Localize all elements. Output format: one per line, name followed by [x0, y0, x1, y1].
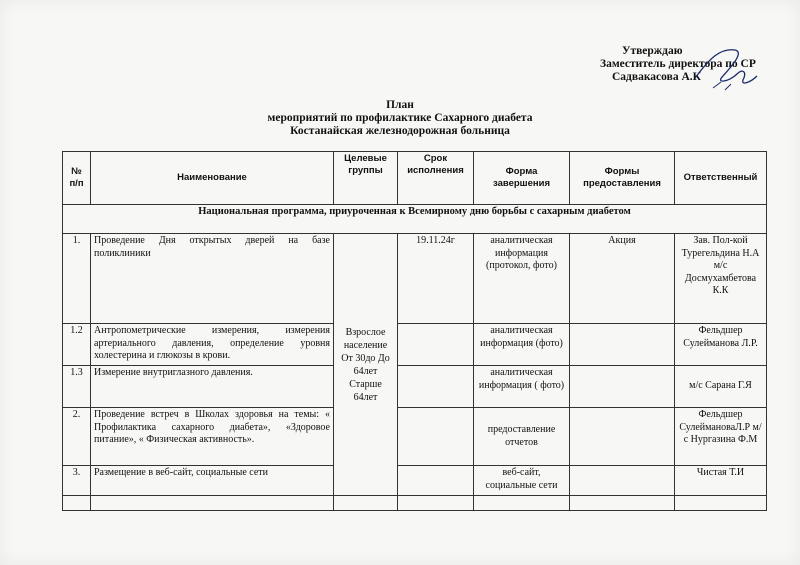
- row-presentation: [570, 366, 675, 408]
- row-name: Антропометрические измерения, измерения артериального давления, определение уровня холестерина и глюкозы в крови.: [91, 324, 334, 366]
- row-presentation: [570, 408, 675, 466]
- events-table: [62, 151, 767, 511]
- header-deadline: Срок исполнения: [398, 152, 474, 205]
- table-continuation-row: [63, 496, 767, 511]
- approval-title: Утверждаю: [622, 45, 683, 57]
- table-row: [63, 366, 767, 408]
- row-num: 1.3: [63, 366, 91, 408]
- empty-cell: [398, 496, 474, 511]
- document-title: [0, 99, 800, 138]
- header-responsible: Ответственный: [675, 152, 767, 205]
- header-target: Целевые группы: [334, 152, 398, 205]
- row-deadline: [398, 408, 474, 466]
- row-presentation: Акция: [570, 234, 675, 324]
- row-num: 1.2: [63, 324, 91, 366]
- row-completion: аналитическая информация (фото): [474, 324, 570, 366]
- empty-cell: [91, 496, 334, 511]
- empty-cell: [334, 496, 398, 511]
- row-name: Проведение Дня открытых дверей на базе поликлиники: [91, 234, 334, 324]
- header-row: [63, 152, 767, 205]
- row-presentation: [570, 324, 675, 366]
- row-num: 2.: [63, 408, 91, 466]
- row-name: Проведение встреч в Школах здоровья на темы: « Профилактика сахарного диабета», «Здоровое питание», « Физическая активность».: [91, 408, 334, 466]
- row-completion: предоставление отчетов: [474, 408, 570, 466]
- row-responsible: Чистая Т.И: [675, 466, 767, 496]
- row-name: Размещение в веб-сайт, социальные сети: [91, 466, 334, 496]
- row-num: 1.: [63, 234, 91, 324]
- table-row: [63, 324, 767, 366]
- row-responsible: м/с Сарана Г.Я: [675, 366, 767, 408]
- header-presentation: Формы предоставления: [570, 152, 675, 205]
- approval-position: Заместитель директора по СР: [600, 58, 756, 70]
- row-responsible: Фельдшер СулеймановаЛ.Р м/с Нургазина Ф.М: [675, 408, 767, 466]
- empty-cell: [63, 496, 91, 511]
- row-completion: веб-сайт, социальные сети: [474, 466, 570, 496]
- section-row: [63, 205, 767, 234]
- row-responsible: Зав. Пол-кой Турегельдина Н.А м/с Досмухамбетова К.К: [675, 234, 767, 324]
- row-completion: аналитическая информация (протокол, фото): [474, 234, 570, 324]
- handwritten-signature: [685, 38, 765, 98]
- header-name: Наименование: [91, 152, 334, 205]
- title-subject: мероприятий по профилактике Сахарного диабета: [267, 112, 533, 124]
- row-deadline: [398, 324, 474, 366]
- table-row: [63, 466, 767, 496]
- title-organization: Костанайская железнодорожная больница: [290, 125, 510, 137]
- row-deadline: 19.11.24г: [398, 234, 474, 324]
- title-plan: План: [386, 99, 414, 111]
- row-deadline: [398, 366, 474, 408]
- row-presentation: [570, 466, 675, 496]
- empty-cell: [474, 496, 570, 511]
- row-num: 3.: [63, 466, 91, 496]
- empty-cell: [675, 496, 767, 511]
- row-deadline: [398, 466, 474, 496]
- header-num: № п/п: [63, 152, 91, 205]
- table-row: [63, 408, 767, 466]
- row-completion: аналитическая информация ( фото): [474, 366, 570, 408]
- target-group: Взрослое население От 30до До 64лет Старше 64лет: [334, 234, 398, 496]
- empty-cell: [570, 496, 675, 511]
- row-name: Измерение внутриглазного давления.: [91, 366, 334, 408]
- row-responsible: Фельдшер Сулейманова Л.Р.: [675, 324, 767, 366]
- section-title: Национальная программа, приуроченная к Всемирному дню борьбы с сахарным диабетом: [63, 205, 767, 234]
- table-row: [63, 234, 767, 324]
- approval-name: Садвакасова А.К: [612, 71, 701, 83]
- header-completion: Форма завершения: [474, 152, 570, 205]
